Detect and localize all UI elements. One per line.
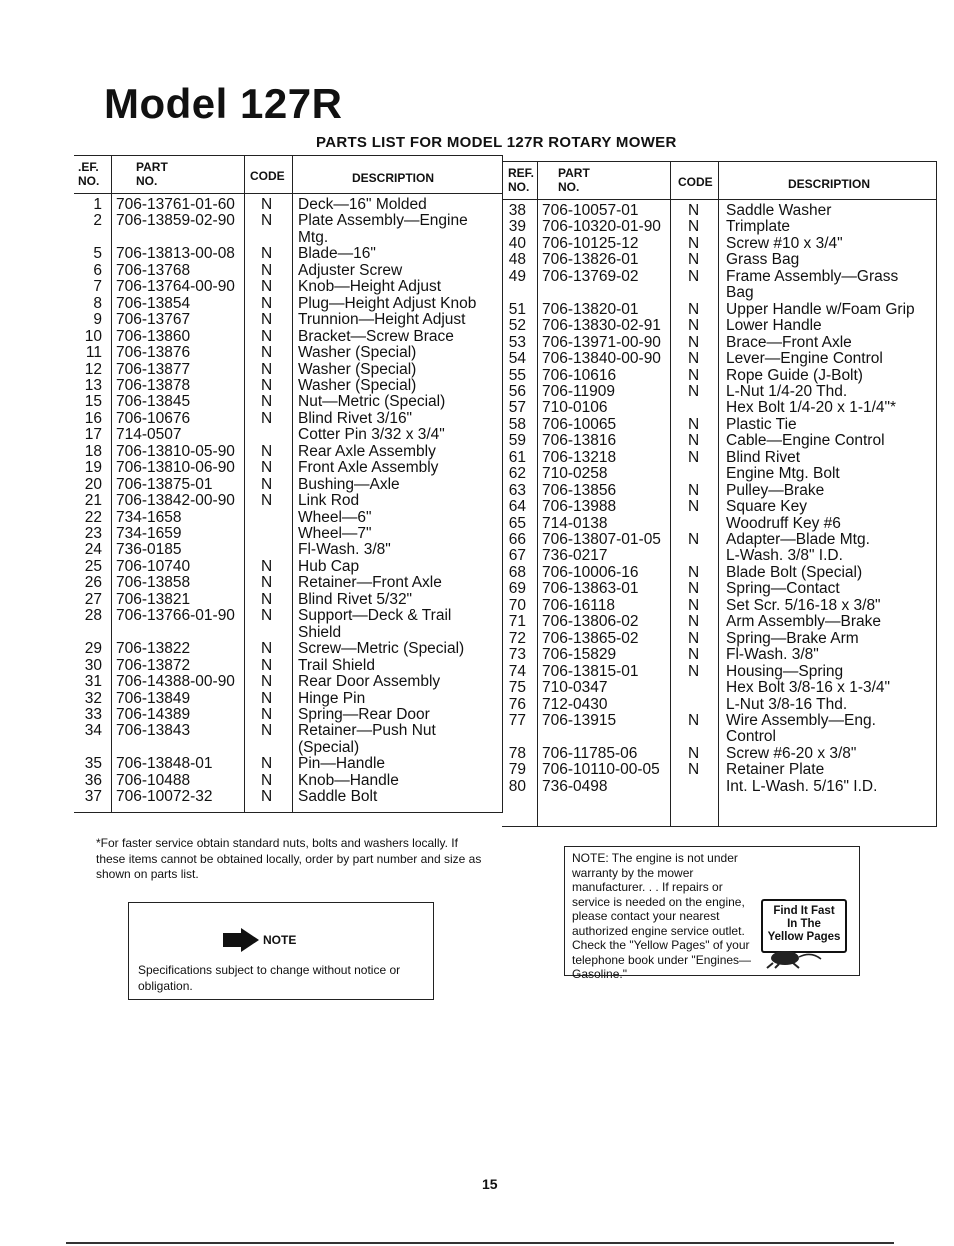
row-description: Blade—16" xyxy=(298,245,376,263)
row-part-number: 706-13764-00-90 xyxy=(116,278,235,296)
row-part-number: 706-13856 xyxy=(542,481,617,499)
row-part-number: 706-13878 xyxy=(116,376,191,394)
row-ref: 37 xyxy=(84,788,102,806)
row-ref: 10 xyxy=(84,327,102,345)
row-part-number: 706-13842-00-90 xyxy=(116,492,235,510)
row-part-number: 706-13988 xyxy=(542,498,617,516)
row-description: Spring—Brake Arm xyxy=(726,629,859,647)
row-part-number: 706-16118 xyxy=(542,596,615,614)
row-code: N xyxy=(688,202,700,219)
left-ref-header: .EF. NO. xyxy=(78,160,100,188)
row-part-number: 706-13849 xyxy=(116,689,191,707)
row-description: Upper Handle w/Foam Grip xyxy=(726,300,915,318)
row-ref: 12 xyxy=(84,360,102,378)
row-description: Hex Bolt 1/4-20 x 1-1/4"* xyxy=(726,399,897,417)
row-ref: 6 xyxy=(93,261,102,279)
row-part-number: 706-10676 xyxy=(116,409,191,427)
left-part-header: PART NO. xyxy=(136,160,168,188)
row-part-number: 706-13971-00-90 xyxy=(542,333,661,351)
row-ref: 23 xyxy=(84,525,102,542)
row-code: N xyxy=(261,673,273,691)
row-code: N xyxy=(261,640,273,658)
row-code: N xyxy=(261,722,273,740)
row-description: Blind Rivet 5/32" xyxy=(298,590,413,608)
row-description: Hex Bolt 3/8-16 x 1-3/4" xyxy=(726,679,891,697)
row-part-number: 736-0498 xyxy=(542,777,608,795)
row-description: Pin—Handle xyxy=(298,755,386,773)
row-code: N xyxy=(688,761,700,779)
row-code: N xyxy=(688,350,700,368)
row-part-number: 706-13821 xyxy=(116,590,191,608)
row-part-number: 706-13826-01 xyxy=(542,251,639,269)
row-part-number: 706-10006-16 xyxy=(542,563,639,581)
row-code: N xyxy=(261,459,273,477)
row-ref: 61 xyxy=(508,448,526,466)
row-description: Fl-Wash. 3/8" xyxy=(298,541,391,559)
note-text: Specifications subject to change without notice or obligation. xyxy=(138,963,401,993)
row-ref: 56 xyxy=(508,382,526,400)
row-code: N xyxy=(688,333,700,351)
row-ref: 49 xyxy=(508,267,526,285)
row-ref: 17 xyxy=(84,426,102,444)
row-description: Nut—Metric (Special) xyxy=(298,393,446,411)
row-code: N xyxy=(261,656,273,674)
row-code: N xyxy=(688,415,700,433)
left-parts-table xyxy=(74,155,503,813)
row-code: N xyxy=(688,300,700,318)
row-ref: 5 xyxy=(93,245,102,263)
row-description: Wire Assembly—Eng. xyxy=(726,711,876,729)
row-code: N xyxy=(688,662,700,680)
row-description: Support—Deck & Trail xyxy=(298,607,452,625)
row-code: N xyxy=(261,212,273,230)
row-description: Link Rod xyxy=(298,492,360,510)
row-description: Saddle Bolt xyxy=(298,788,378,806)
row-description: Washer (Special) xyxy=(298,376,417,394)
row-description: Frame Assembly—Grass xyxy=(726,267,899,285)
row-code: N xyxy=(688,251,700,269)
row-part-number: 706-10110-00-05 xyxy=(542,761,660,779)
row-code: N xyxy=(261,771,273,789)
row-description: Rope Guide (J-Bolt) xyxy=(726,366,863,384)
row-code: N xyxy=(261,294,273,312)
row-ref: 28 xyxy=(84,607,102,625)
row-description: Fl-Wash. 3/8" xyxy=(726,646,819,664)
row-description: Blind Rivet 3/16" xyxy=(298,409,413,427)
row-ref: 11 xyxy=(85,344,102,362)
row-code: N xyxy=(261,590,273,608)
row-part-number: 706-13915 xyxy=(542,711,617,729)
row-code: N xyxy=(261,689,273,707)
row-description: Lever—Engine Control xyxy=(726,350,883,368)
row-part-number: 706-10740 xyxy=(116,557,191,575)
row-ref: 16 xyxy=(84,409,102,427)
row-ref: 66 xyxy=(508,531,526,548)
row-description: Front Axle Assembly xyxy=(298,459,439,477)
row-ref: 71 xyxy=(508,613,526,631)
page-number: 15 xyxy=(482,1176,498,1192)
row-description: Set Scr. 5/16-18 x 3/8" xyxy=(726,596,881,614)
row-ref: 30 xyxy=(84,656,102,674)
row-description: Trimplate xyxy=(726,218,791,236)
row-ref: 80 xyxy=(508,777,526,795)
row-description: Int. L-Wash. 5/16" I.D. xyxy=(726,777,878,795)
row-part-number: 710-0106 xyxy=(542,399,608,417)
row-part-number: 706-13807-01-05 xyxy=(542,531,661,548)
logo-line-3: Yellow Pages xyxy=(767,931,841,943)
parts-list-heading: PARTS LIST FOR MODEL 127R ROTARY MOWER xyxy=(316,134,677,151)
row-part-number: 706-15829 xyxy=(542,646,617,664)
row-description: Bag xyxy=(726,284,754,302)
row-ref: 67 xyxy=(508,547,526,565)
row-description: Square Key xyxy=(726,498,807,516)
row-part-number: 706-14389 xyxy=(116,705,191,723)
row-part-number: 706-13860 xyxy=(116,327,191,345)
row-part-number: 706-13218 xyxy=(542,448,617,466)
row-part-number: 706-13766-01-90 xyxy=(116,607,235,625)
row-part-number: 706-13872 xyxy=(116,656,191,674)
row-code: N xyxy=(688,498,700,516)
row-code: N xyxy=(261,245,273,263)
arrow-right-icon xyxy=(221,927,261,953)
right-part-header: PART NO. xyxy=(558,166,590,194)
warranty-note-text: NOTE: The engine is not under warranty by the mower manufacturer. . . If repairs or service is needed on the engine, please contact your nearest authorized engine service outlet. Check the "Yellow Pages" of your telephone book under "Engines—Gasoline." xyxy=(572,851,752,981)
row-part-number: 706-11785-06 xyxy=(542,744,638,762)
row-description: Washer (Special) xyxy=(298,360,417,378)
row-ref: 74 xyxy=(508,662,526,680)
row-description: Brace—Front Axle xyxy=(726,333,852,351)
row-part-number: 706-13768 xyxy=(116,261,191,279)
row-code: N xyxy=(261,196,273,213)
row-part-number: 706-10125-12 xyxy=(542,234,639,252)
row-ref: 58 xyxy=(508,415,526,433)
row-ref: 8 xyxy=(93,294,102,312)
row-ref: 52 xyxy=(508,317,526,335)
row-ref: 68 xyxy=(508,563,526,581)
row-code: N xyxy=(261,442,273,460)
row-ref: 24 xyxy=(84,541,102,559)
row-code: N xyxy=(688,711,700,729)
row-description: Bushing—Axle xyxy=(298,475,400,493)
row-part-number: 706-13769-02 xyxy=(542,267,639,285)
row-description: Pulley—Brake xyxy=(726,481,825,499)
row-part-number: 706-13820-01 xyxy=(542,300,639,318)
row-code: N xyxy=(688,613,700,631)
row-description: Retainer Plate xyxy=(726,761,825,779)
row-part-number: 736-0217 xyxy=(542,547,608,565)
row-description: Blade Bolt (Special) xyxy=(726,563,863,581)
row-description: Bracket—Screw Brace xyxy=(298,327,454,345)
row-part-number: 706-13863-01 xyxy=(542,580,639,598)
row-ref: 34 xyxy=(84,722,102,740)
row-part-number: 714-0507 xyxy=(116,426,182,444)
row-description: Trail Shield xyxy=(298,656,375,674)
row-part-number: 706-13845 xyxy=(116,393,191,411)
row-ref: 27 xyxy=(84,590,102,608)
row-code: N xyxy=(261,278,273,296)
row-part-number: 706-13848-01 xyxy=(116,755,213,773)
row-part-number: 714-0138 xyxy=(542,514,608,532)
row-description: Mtg. xyxy=(298,228,329,246)
row-description: Plug—Height Adjust Knob xyxy=(298,294,477,312)
row-code: N xyxy=(261,788,273,806)
row-ref: 26 xyxy=(84,574,102,592)
row-code: N xyxy=(688,432,700,450)
row-description: Cable—Engine Control xyxy=(726,432,885,450)
row-code: N xyxy=(261,705,273,723)
row-description: Spring—Contact xyxy=(726,580,840,598)
row-ref: 13 xyxy=(84,376,102,394)
row-code: N xyxy=(261,607,273,625)
row-ref: 78 xyxy=(508,744,526,762)
row-part-number: 710-0258 xyxy=(542,465,608,483)
row-ref: 32 xyxy=(84,689,102,707)
row-code: N xyxy=(688,382,700,400)
row-code: N xyxy=(688,596,700,614)
row-description: Retainer—Push Nut xyxy=(298,722,436,740)
row-description: Washer (Special) xyxy=(298,344,417,362)
row-description: Shield xyxy=(298,623,342,641)
right-description-header: DESCRIPTION xyxy=(788,177,871,191)
row-ref: 53 xyxy=(508,333,526,351)
row-description: Knob—Height Adjust xyxy=(298,278,442,296)
row-ref: 76 xyxy=(508,695,526,713)
row-code: N xyxy=(688,267,700,285)
row-ref: 29 xyxy=(84,640,102,658)
row-description: Woodruff Key #6 xyxy=(726,514,841,532)
row-ref: 20 xyxy=(84,475,102,493)
row-ref: 36 xyxy=(84,771,102,789)
row-ref: 73 xyxy=(508,646,526,664)
row-code: N xyxy=(261,376,273,394)
row-description: Lower Handle xyxy=(726,317,822,335)
row-description: Hinge Pin xyxy=(298,689,366,707)
left-description-header: DESCRIPTION xyxy=(352,171,435,185)
row-part-number: 706-13806-02 xyxy=(542,613,639,631)
row-part-number: 706-11909 xyxy=(542,382,615,400)
row-description: Screw #6-20 x 3/8" xyxy=(726,744,857,762)
row-code: N xyxy=(261,327,273,345)
warranty-note-box xyxy=(564,846,860,981)
logo-line-2: In The xyxy=(787,918,821,930)
row-description: Cotter Pin 3/32 x 3/4" xyxy=(298,426,445,444)
note-box xyxy=(128,902,434,1000)
row-ref: 33 xyxy=(84,705,102,723)
note-label: NOTE xyxy=(263,933,297,947)
left-code-header: CODE xyxy=(250,169,285,183)
row-part-number: 706-13875-01 xyxy=(116,475,213,493)
row-ref: 54 xyxy=(508,350,526,368)
row-code: N xyxy=(261,557,273,575)
row-code: N xyxy=(688,629,700,647)
row-ref: 48 xyxy=(508,251,526,269)
row-ref: 79 xyxy=(508,761,526,779)
row-ref: 40 xyxy=(508,234,526,252)
row-code: N xyxy=(688,481,700,499)
row-code: N xyxy=(261,393,273,411)
row-part-number: 706-13876 xyxy=(116,344,191,362)
row-part-number: 706-13816 xyxy=(542,432,617,450)
row-code: N xyxy=(688,448,700,466)
walking-fingers-icon xyxy=(763,947,823,969)
row-ref: 25 xyxy=(84,557,102,575)
row-code: N xyxy=(261,492,273,510)
row-part-number: 706-10488 xyxy=(116,771,191,789)
row-part-number: 736-0185 xyxy=(116,541,182,559)
row-description: Hub Cap xyxy=(298,557,360,575)
row-code: N xyxy=(261,475,273,493)
row-ref: 63 xyxy=(508,481,526,499)
row-part-number: 706-14388-00-90 xyxy=(116,673,235,691)
row-code: N xyxy=(688,646,700,664)
row-part-number: 706-13815-01 xyxy=(542,662,639,680)
row-part-number: 706-13761-01-60 xyxy=(116,196,235,213)
right-ref-header: REF. NO. xyxy=(508,166,535,194)
row-description: Wheel—7" xyxy=(298,525,372,542)
bottom-rule xyxy=(66,1242,894,1244)
row-code: N xyxy=(261,360,273,378)
row-description: Rear Door Assembly xyxy=(298,673,441,691)
row-description: Saddle Washer xyxy=(726,202,832,219)
row-part-number: 706-13813-00-08 xyxy=(116,245,235,263)
row-code: N xyxy=(688,531,700,548)
row-ref: 62 xyxy=(508,465,526,483)
row-part-number: 706-10057-01 xyxy=(542,202,639,219)
row-ref: 77 xyxy=(508,711,526,729)
page-title: Model 127R xyxy=(104,80,343,127)
row-part-number: 706-13767 xyxy=(116,311,191,329)
row-part-number: 706-13859-02-90 xyxy=(116,212,235,230)
row-ref: 75 xyxy=(508,679,526,697)
row-ref: 57 xyxy=(508,399,526,417)
row-description: Deck—16" Molded xyxy=(298,196,427,213)
row-description: Wheel—6" xyxy=(298,508,372,526)
row-part-number: 706-13854 xyxy=(116,294,191,312)
row-part-number: 712-0430 xyxy=(542,695,608,713)
row-part-number: 706-13830-02-91 xyxy=(542,317,661,335)
row-code: N xyxy=(688,366,700,384)
row-ref: 9 xyxy=(93,311,102,329)
row-ref: 38 xyxy=(508,202,526,219)
row-description: Housing—Spring xyxy=(726,662,844,680)
row-part-number: 706-13810-05-90 xyxy=(116,442,235,460)
row-code: N xyxy=(261,261,273,279)
row-code: N xyxy=(688,317,700,335)
row-ref: 35 xyxy=(84,755,102,773)
row-ref: 70 xyxy=(508,596,526,614)
row-part-number: 706-13822 xyxy=(116,640,191,658)
row-ref: 31 xyxy=(84,673,102,691)
row-ref: 19 xyxy=(84,459,102,477)
row-description: Plastic Tie xyxy=(726,415,797,433)
row-description: Adapter—Blade Mtg. xyxy=(726,531,870,548)
row-description: L-Nut 3/8-16 Thd. xyxy=(726,695,848,713)
yellow-pages-logo xyxy=(761,899,851,969)
row-ref: 59 xyxy=(508,432,526,450)
row-description: Trunnion—Height Adjust xyxy=(298,311,466,329)
right-parts-table xyxy=(502,161,937,827)
row-description: Spring—Rear Door xyxy=(298,705,430,723)
row-code: N xyxy=(688,580,700,598)
row-code: N xyxy=(261,344,273,362)
row-ref: 18 xyxy=(84,442,102,460)
row-ref: 72 xyxy=(508,629,526,647)
row-part-number: 706-13865-02 xyxy=(542,629,639,647)
row-description: Adjuster Screw xyxy=(298,261,403,279)
row-ref: 15 xyxy=(84,393,102,411)
logo-line-1: Find It Fast xyxy=(773,905,835,917)
row-part-number: 706-13877 xyxy=(116,360,191,378)
row-description: Rear Axle Assembly xyxy=(298,442,436,460)
row-part-number: 734-1659 xyxy=(116,525,182,542)
row-part-number: 706-10065 xyxy=(542,415,617,433)
row-part-number: 734-1658 xyxy=(116,508,182,526)
row-description: Plate Assembly—Engine xyxy=(298,212,468,230)
right-code-header: CODE xyxy=(678,175,713,189)
row-part-number: 710-0347 xyxy=(542,679,608,697)
row-description: Screw—Metric (Special) xyxy=(298,640,465,658)
row-part-number: 706-13843 xyxy=(116,722,191,740)
row-code: N xyxy=(688,234,700,252)
row-ref: 51 xyxy=(508,300,526,318)
row-code: N xyxy=(688,744,700,762)
row-ref: 39 xyxy=(508,218,526,236)
row-part-number: 706-10320-01-90 xyxy=(542,218,661,236)
row-description: Engine Mtg. Bolt xyxy=(726,465,840,483)
row-description: L-Wash. 3/8" I.D. xyxy=(726,547,843,565)
row-ref: 1 xyxy=(93,196,102,213)
footnote: *For faster service obtain standard nuts, bolts and washers locally. If these items cannot be obtained locally, order by part number and size as shown on parts list. xyxy=(96,836,482,881)
row-code: N xyxy=(261,311,273,329)
row-description: (Special) xyxy=(298,738,360,756)
row-description: Grass Bag xyxy=(726,251,800,269)
row-description: L-Nut 1/4-20 Thd. xyxy=(726,382,848,400)
row-part-number: 706-10072-32 xyxy=(116,788,213,806)
row-code: N xyxy=(261,574,273,592)
row-description: Screw #10 x 3/4" xyxy=(726,234,843,252)
row-description: Blind Rivet xyxy=(726,448,801,466)
row-ref: 7 xyxy=(93,278,102,296)
row-part-number: 706-13810-06-90 xyxy=(116,459,235,477)
row-ref: 69 xyxy=(508,580,526,598)
row-code: N xyxy=(261,409,273,427)
row-part-number: 706-13840-00-90 xyxy=(542,350,661,368)
row-description: Arm Assembly—Brake xyxy=(726,613,882,631)
row-ref: 64 xyxy=(508,498,526,516)
row-description: Knob—Handle xyxy=(298,771,399,789)
row-part-number: 706-13858 xyxy=(116,574,191,592)
row-code: N xyxy=(688,218,700,236)
row-ref: 21 xyxy=(84,492,102,510)
row-ref: 65 xyxy=(508,514,526,532)
row-ref: 55 xyxy=(508,366,526,384)
row-part-number: 706-10616 xyxy=(542,366,617,384)
row-code: N xyxy=(261,755,273,773)
row-code: N xyxy=(688,563,700,581)
row-ref: 22 xyxy=(84,508,102,526)
row-description: Retainer—Front Axle xyxy=(298,574,442,592)
row-ref: 2 xyxy=(93,212,102,230)
row-description: Control xyxy=(726,728,776,746)
